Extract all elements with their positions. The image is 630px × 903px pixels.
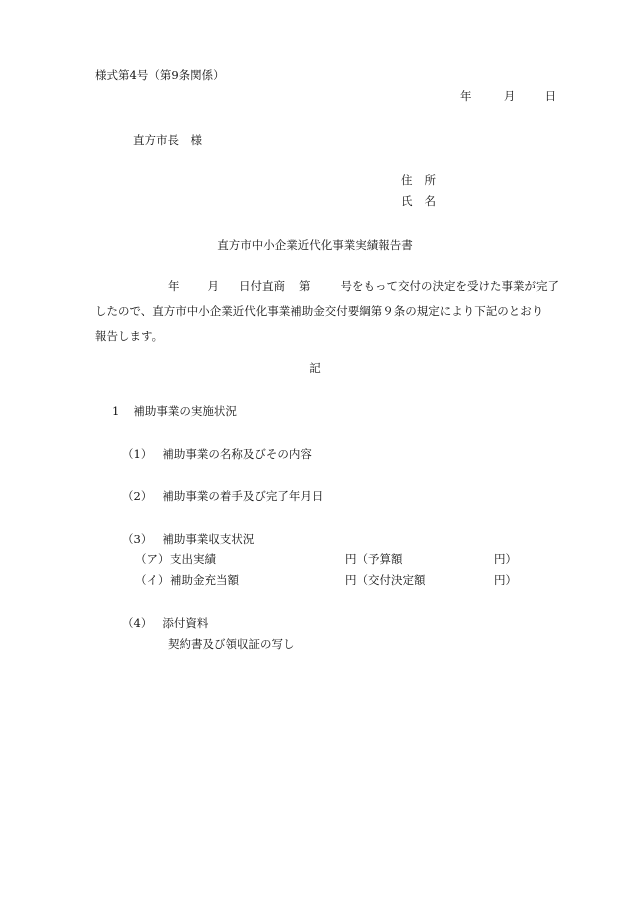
name-label — [401, 194, 436, 208]
item-4-number: （4） — [122, 616, 153, 630]
expenditure-row-1 — [135, 552, 170, 566]
body-paragraph — [95, 274, 565, 349]
ki-heading: 記 — [309, 361, 321, 375]
body-line-3: 報告します。 — [95, 329, 164, 343]
expenditure-2-yen: 円（交付決定額 — [345, 573, 426, 587]
address-label-char-2: 所 — [424, 173, 436, 187]
address-label — [401, 173, 436, 187]
item-1-number: （1） — [122, 447, 153, 461]
section-1-number: 1 — [112, 404, 120, 418]
item-2 — [122, 489, 323, 503]
body-day-prefix: 日付直商 — [239, 279, 285, 293]
date-line — [460, 89, 556, 103]
document-title: 直方市中小企業近代化事業実績報告書 — [217, 238, 413, 252]
expenditure-2-mark: （イ） — [135, 573, 170, 587]
name-label-char-1: 氏 — [401, 194, 413, 208]
name-label-char-2: 名 — [424, 194, 436, 208]
date-month: 月 — [503, 89, 516, 103]
section-1-label: 補助事業の実施状況 — [133, 404, 237, 418]
body-line-2: したので、直方市中小企業近代化事業補助金交付要綱第９条の規定により下記のとおり — [95, 304, 544, 318]
body-month: 月 — [207, 279, 219, 293]
addressee: 直方市長 様 — [133, 133, 202, 147]
body-number-prefix: 第 — [299, 279, 311, 293]
date-year: 年 — [460, 89, 472, 103]
expenditure-2-yen-close: 円） — [494, 573, 517, 587]
expenditure-row-2 — [135, 573, 170, 587]
attachment-text: 契約書及び領収証の写し — [168, 637, 295, 651]
address-label-char-1: 住 — [401, 173, 413, 187]
item-3-label: 補助事業収支状況 — [162, 532, 255, 546]
item-3 — [122, 532, 254, 546]
section-1-heading — [112, 404, 237, 418]
item-2-number: （2） — [122, 489, 153, 503]
item-3-number: （3） — [122, 532, 153, 546]
expenditure-1-yen: 円（予算額 — [345, 552, 403, 566]
expenditure-1-yen-close: 円） — [494, 552, 517, 566]
expenditure-1-label: 支出実績 — [170, 552, 216, 566]
item-4-label: 添付資料 — [162, 616, 209, 630]
item-1-label: 補助事業の名称及びその内容 — [162, 447, 312, 461]
item-2-label: 補助事業の着手及び完了年月日 — [162, 489, 324, 503]
body-line1-rest: 号をもって交付の決定を受けた事業が完了 — [340, 279, 559, 293]
body-year: 年 — [168, 279, 180, 293]
item-4 — [122, 616, 208, 630]
body-line-1 — [95, 274, 565, 299]
item-1 — [122, 447, 312, 461]
expenditure-1-mark: （ア） — [135, 552, 170, 566]
expenditure-2-label: 補助金充当額 — [170, 573, 239, 587]
date-day: 日 — [544, 89, 557, 103]
form-number: 様式第4号（第9条関係） — [95, 68, 225, 82]
